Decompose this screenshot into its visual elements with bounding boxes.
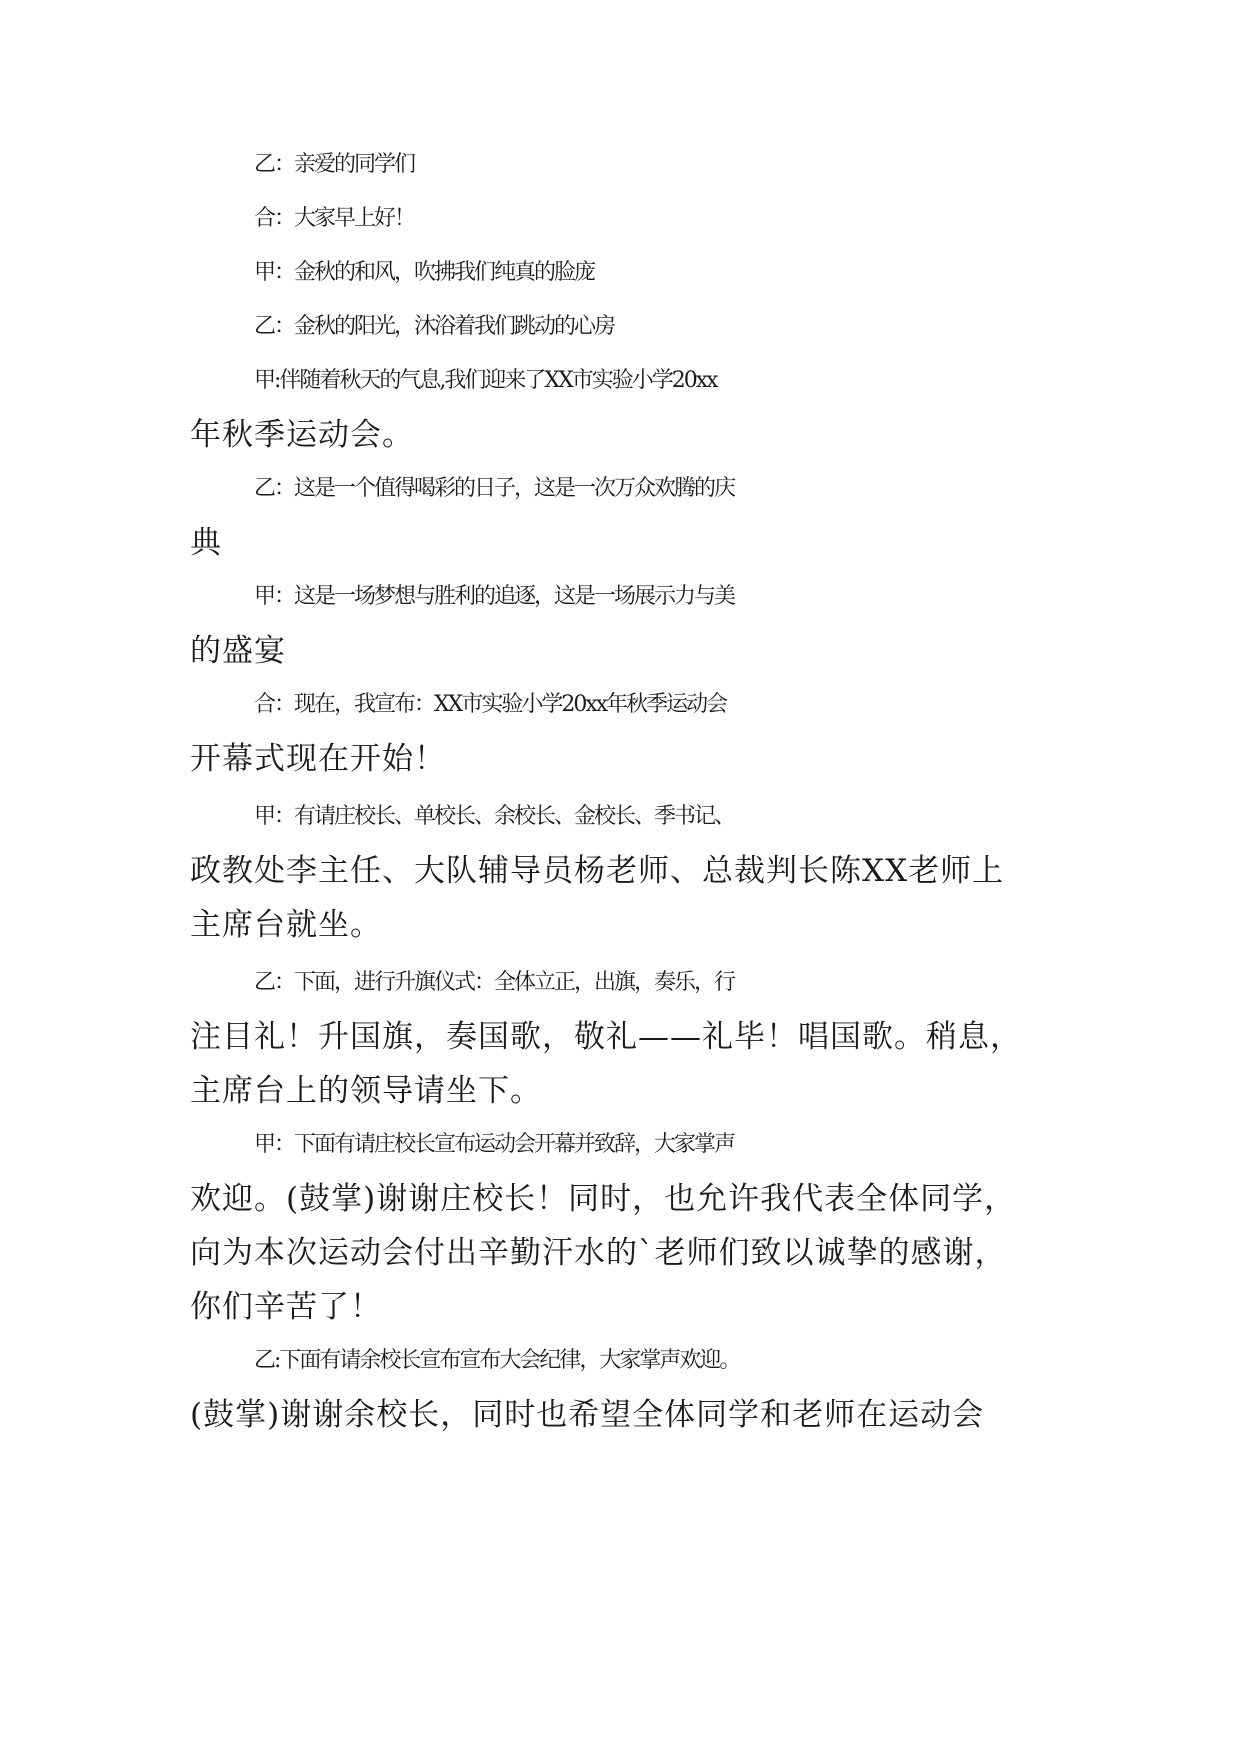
text-line: 甲：有请庄校长、单校长、余校长、金校长、季书记、	[254, 804, 735, 829]
text-line: 乙：亲爱的同学们	[254, 152, 415, 177]
text-line: 主席台就坐。	[190, 907, 382, 943]
text-line: 乙:下面有请余校长宣布宣布大会纪律，大家掌声欢迎。	[254, 1348, 740, 1373]
text-line: 典	[190, 525, 222, 561]
text-line: 注目礼！升国旗，奏国歌，敬礼——礼毕！唱国歌。稍息，	[190, 1019, 1022, 1055]
text-line: 向为本次运动会付出辛勤汗水的`老师们致以诚挚的感谢，	[190, 1235, 1007, 1271]
text-line: 乙：金秋的阳光，沐浴着我们跳动的心房	[254, 314, 615, 339]
text-line: 甲：这是一场梦想与胜利的追逐，这是一场展示力与美	[254, 584, 735, 609]
text-line: 开幕式现在开始！	[190, 741, 446, 777]
text-line: 主席台上的领导请坐下。	[190, 1073, 542, 1109]
text-line: 合：大家早上好！	[254, 206, 415, 231]
text-line: 年秋季运动会。	[190, 417, 414, 453]
text-line: (鼓掌)谢谢余校长，同时也希望全体同学和老师在运动会	[190, 1397, 985, 1433]
text-line: 政教处李主任、大队辅导员杨老师、总裁判长陈XX老师上	[190, 853, 1005, 889]
text-line: 甲：下面有请庄校长宣布运动会开幕并致辞，大家掌声	[254, 1132, 735, 1157]
text-line: 你们辛苦了！	[190, 1289, 382, 1325]
text-line: 欢迎。(鼓掌)谢谢庄校长！同时，也允许我代表全体同学，	[190, 1181, 1017, 1217]
text-line: 的盛宴	[190, 633, 286, 669]
text-line: 甲：金秋的和风，吹拂我们纯真的脸庞	[254, 260, 595, 285]
text-line: 合：现在，我宣布：XX市实验小学20xx年秋季运动会	[254, 692, 727, 717]
text-line: 乙：下面，进行升旗仪式：全体立正，出旗，奏乐，行	[254, 970, 735, 995]
text-line: 甲:伴随着秋天的气息,我们迎来了XX市实验小学20xx	[254, 368, 717, 393]
text-line: 乙：这是一个值得喝彩的日子，这是一次万众欢腾的庆	[254, 476, 735, 501]
